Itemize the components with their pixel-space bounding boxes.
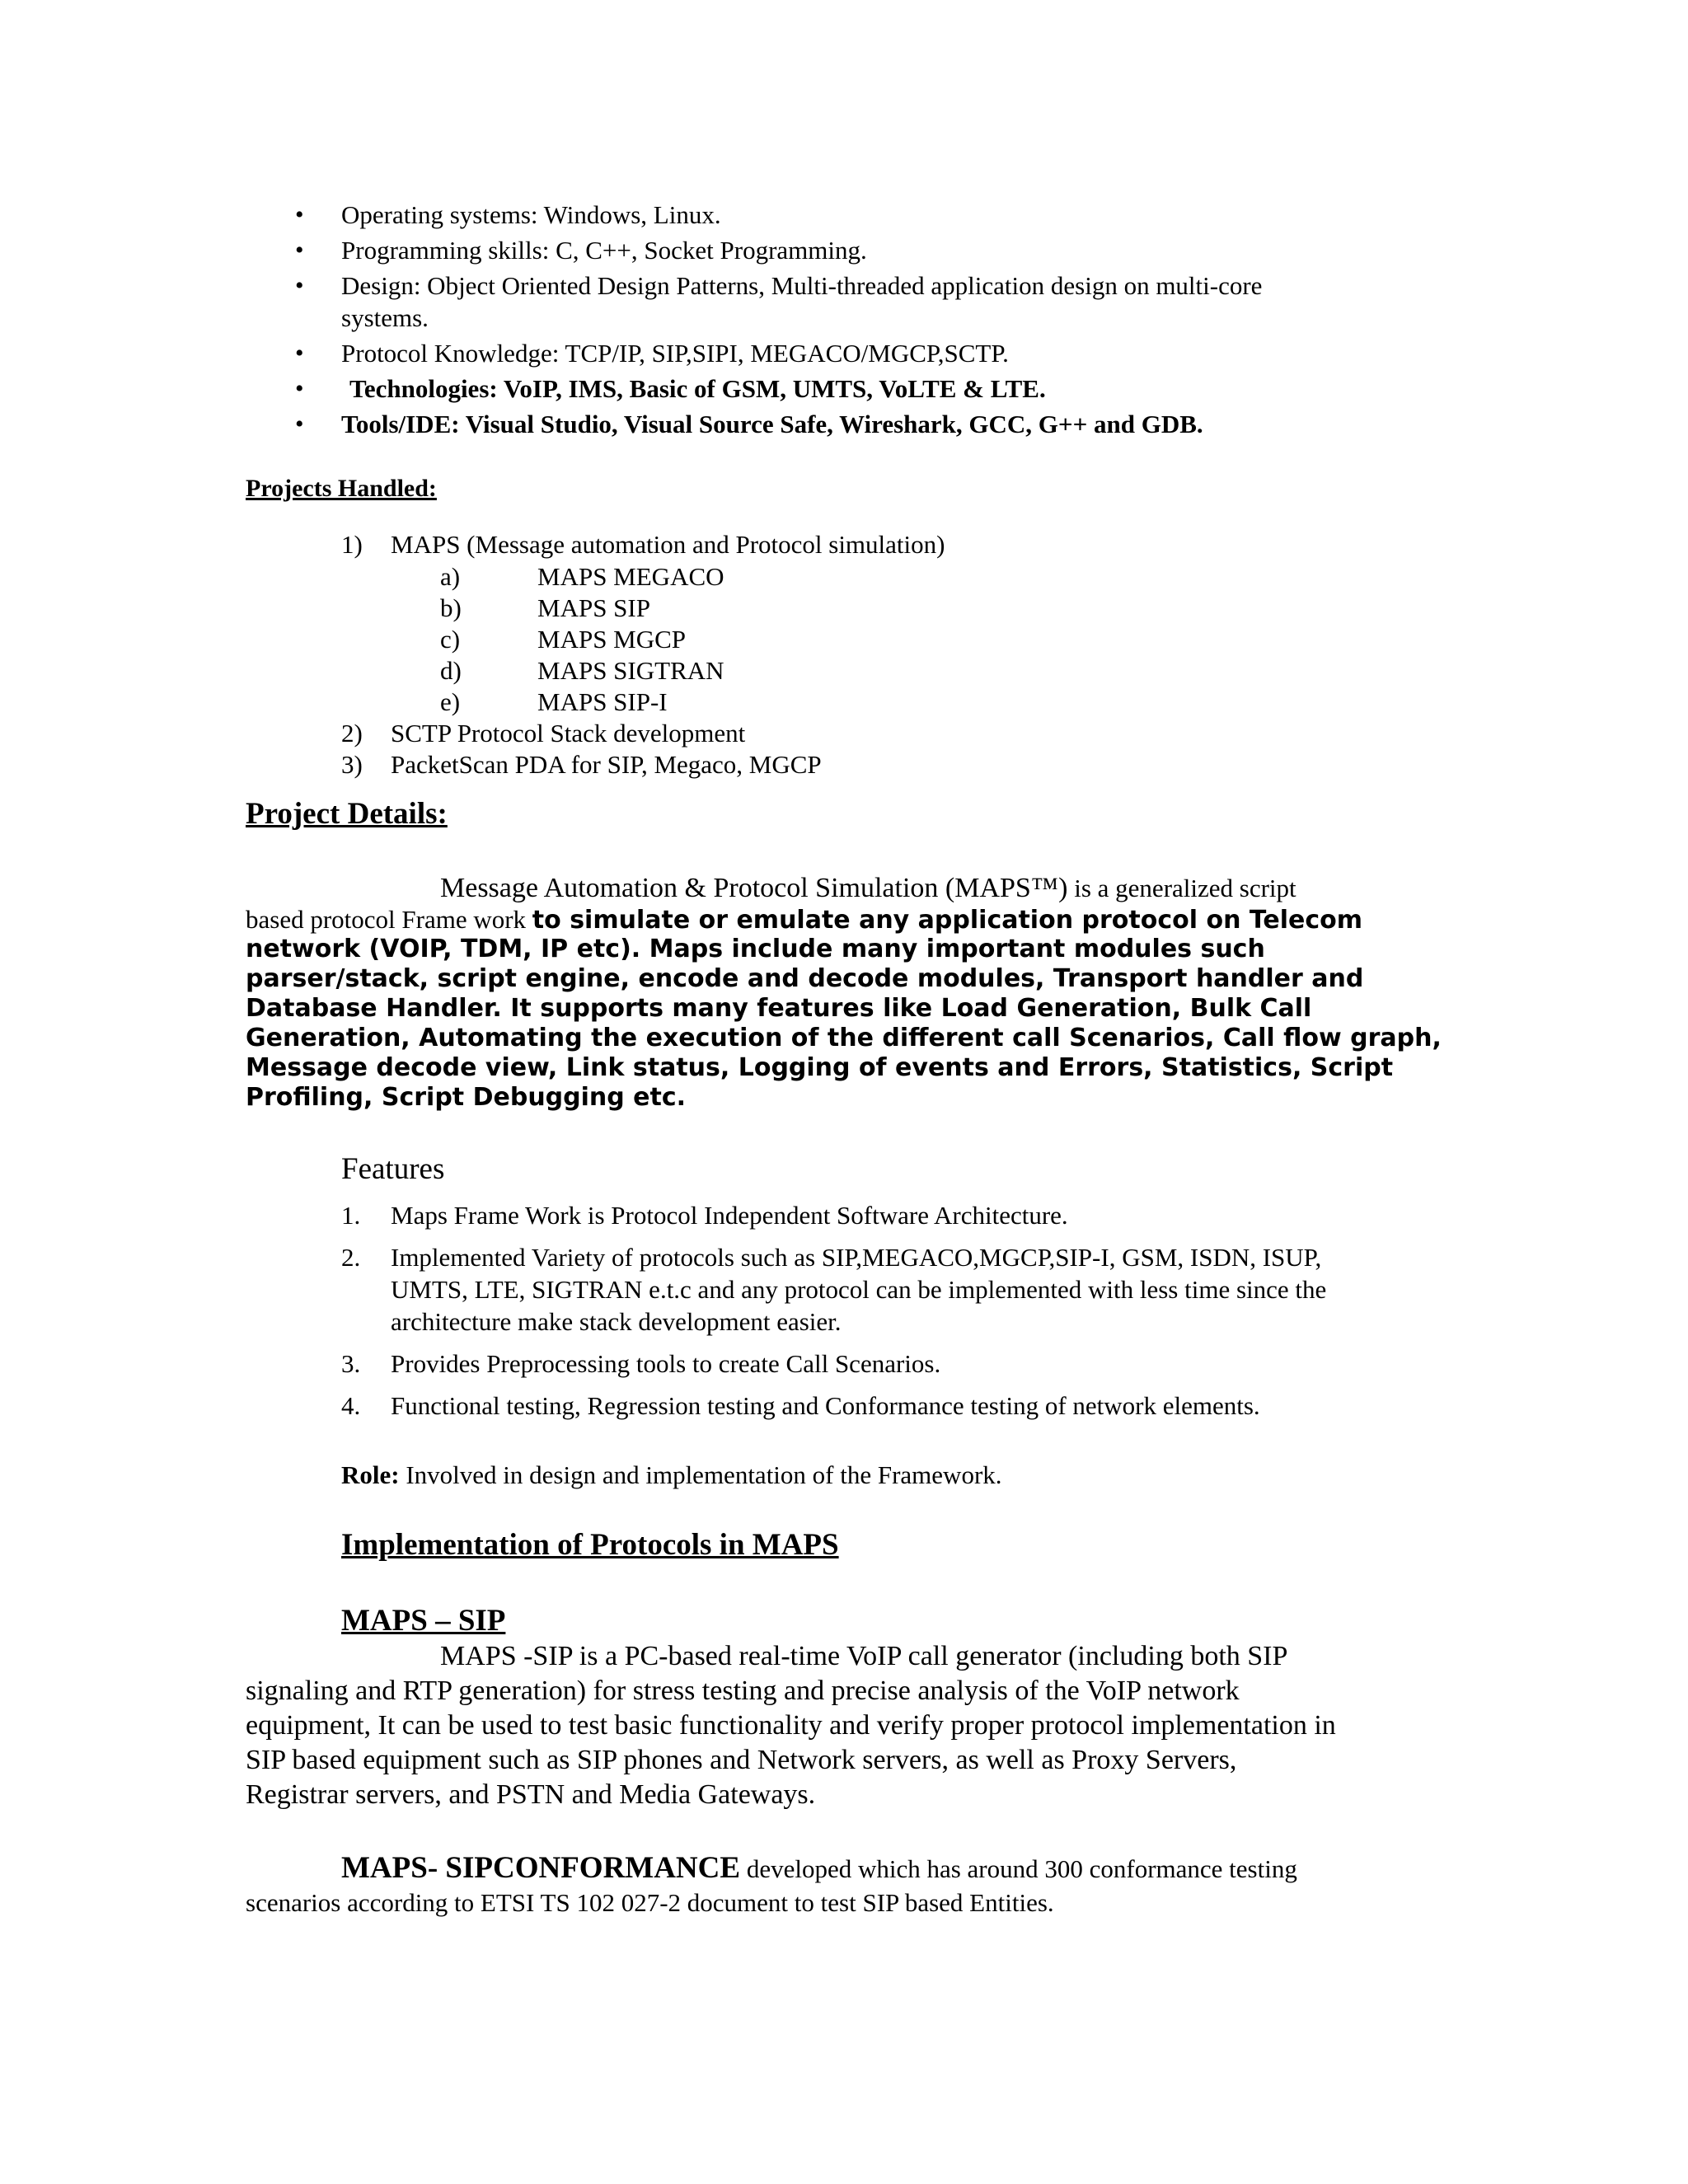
- skill-item: Technologies: VoIP, IMS, Basic of GSM, UMTS, VoLTE & LTE.: [349, 374, 1046, 403]
- feature-item-continuation: architecture make stack development easier.: [391, 1307, 842, 1336]
- project-number: 2): [341, 719, 363, 748]
- bullet-marker: •: [295, 201, 304, 228]
- maps-sipconf-line-2: scenarios according to ETSI TS 102 027-2 document to test SIP based Entities.: [246, 1888, 1054, 1917]
- skill-item: Design: Object Oriented Design Patterns, Multi-threaded application design on multi-core: [341, 271, 1263, 300]
- skill-item: Protocol Knowledge: TCP/IP, SIP,SIPI, MEGACO/MGCP,SCTP.: [341, 339, 1009, 368]
- intro-line-2: [246, 904, 1362, 935]
- subproject-item: MAPS SIP-I: [537, 687, 668, 716]
- features-heading: Features: [341, 1152, 445, 1186]
- bullet-marker: •: [295, 375, 304, 402]
- feature-item: Maps Frame Work is Protocol Independent Software Architecture.: [391, 1201, 1068, 1230]
- details-bold-line: parser/stack, script engine, encode and decode modules, Transport handler and: [246, 964, 1364, 993]
- intro-line-2-plain: based protocol Frame work: [246, 905, 532, 934]
- project-item: SCTP Protocol Stack development: [391, 719, 746, 748]
- intro-lead: Message Automation & Protocol Simulation (MAPS™): [440, 873, 1068, 903]
- feature-item-continuation: UMTS, LTE, SIGTRAN e.t.c and any protocol can be implemented with less time since the: [391, 1275, 1327, 1304]
- skill-item: Tools/IDE: Visual Studio, Visual Source Safe, Wireshark, GCC, G++ and GDB.: [341, 410, 1203, 438]
- subproject-item: MAPS MGCP: [537, 625, 687, 654]
- project-item: MAPS (Message automation and Protocol simulation): [391, 530, 945, 559]
- role-line: [341, 1460, 1002, 1491]
- bullet-marker: •: [295, 410, 304, 438]
- maps-sipconf-heading: MAPS- SIPCONFORMANCE: [341, 1851, 741, 1885]
- maps-sip-line: MAPS -SIP is a PC-based real-time VoIP call generator (including both SIP: [440, 1641, 1288, 1671]
- feature-number: 1.: [341, 1201, 361, 1230]
- skill-item: Operating systems: Windows, Linux.: [341, 200, 721, 229]
- subproject-letter: b): [440, 593, 462, 622]
- projects-handled-heading: Projects Handled:: [246, 475, 437, 502]
- intro-line: [440, 871, 1296, 906]
- maps-sip-line: equipment, It can be used to test basic functionality and verify proper protocol implementation in: [246, 1710, 1336, 1741]
- maps-sipconf-line: [341, 1850, 1297, 1886]
- feature-number: 3.: [341, 1349, 361, 1378]
- details-bold-line: Message decode view, Link status, Logging of events and Errors, Statistics, Script: [246, 1053, 1394, 1082]
- subproject-letter: c): [440, 625, 461, 654]
- feature-number: 4.: [341, 1391, 361, 1420]
- intro-line-2-bold: to simulate or emulate any application protocol on Telecom: [532, 906, 1362, 935]
- subproject-item: MAPS SIP: [537, 593, 650, 622]
- intro-tail: is a generalized script: [1067, 874, 1296, 902]
- details-bold-line: Profiling, Script Debugging etc.: [246, 1083, 687, 1112]
- maps-sip-line: Registrar servers, and PSTN and Media Gateways.: [246, 1779, 816, 1810]
- subproject-item: MAPS MEGACO: [537, 562, 724, 591]
- maps-sipconf-tail: developed which has around 300 conformance testing: [740, 1854, 1297, 1883]
- implementation-heading: Implementation of Protocols in MAPS: [341, 1528, 839, 1562]
- project-number: 3): [341, 750, 363, 779]
- bullet-marker: •: [295, 272, 304, 299]
- maps-sip-line: SIP based equipment such as SIP phones and Network servers, as well as Proxy Servers,: [246, 1745, 1237, 1775]
- skill-item: Programming skills: C, C++, Socket Programming.: [341, 236, 867, 265]
- subproject-letter: a): [440, 562, 461, 591]
- details-bold-line: Generation, Automating the execution of the different call Scenarios, Call flow graph,: [246, 1024, 1442, 1052]
- feature-item: Functional testing, Regression testing and Conformance testing of network elements.: [391, 1391, 1260, 1420]
- feature-item: Implemented Variety of protocols such as SIP,MEGACO,MGCP,SIP-I, GSM, ISDN, ISUP,: [391, 1243, 1322, 1272]
- maps-sip-line: signaling and RTP generation) for stress testing and precise analysis of the VoIP network: [246, 1675, 1240, 1706]
- maps-sip-heading: MAPS – SIP: [341, 1604, 506, 1638]
- role-text: Involved in design and implementation of the Framework.: [399, 1460, 1002, 1489]
- bullet-marker: •: [295, 340, 304, 367]
- project-number: 1): [341, 530, 363, 559]
- project-item: PacketScan PDA for SIP, Megaco, MGCP: [391, 750, 822, 779]
- feature-number: 2.: [341, 1243, 361, 1272]
- role-label: Role:: [341, 1460, 400, 1489]
- subproject-letter: e): [440, 687, 461, 716]
- subproject-item: MAPS SIGTRAN: [537, 656, 724, 685]
- project-details-heading: Project Details:: [246, 797, 448, 831]
- subproject-letter: d): [440, 656, 462, 685]
- bullet-marker: •: [295, 237, 304, 264]
- details-bold-line: Database Handler. It supports many features like Load Generation, Bulk Call: [246, 994, 1312, 1023]
- skill-item-continuation: systems.: [341, 303, 429, 332]
- feature-item: Provides Preprocessing tools to create Call Scenarios.: [391, 1349, 941, 1378]
- details-bold-line: network (VOIP, TDM, IP etc). Maps include many important modules such: [246, 935, 1265, 963]
